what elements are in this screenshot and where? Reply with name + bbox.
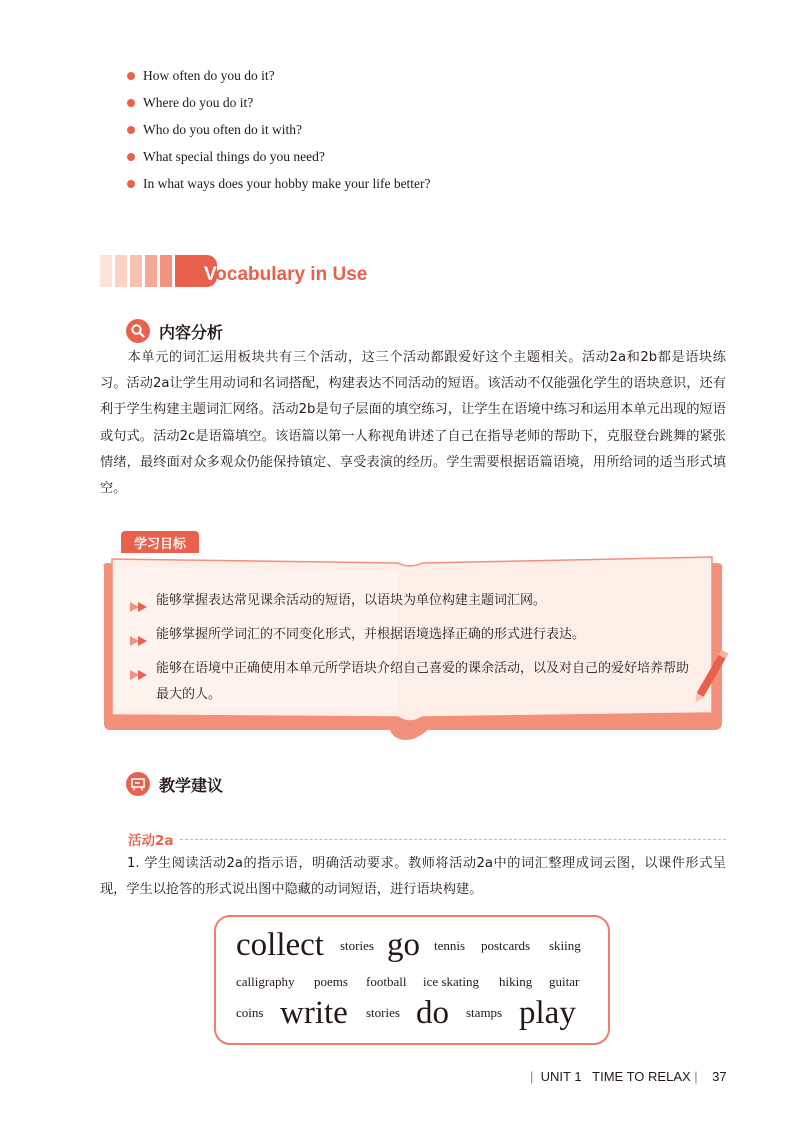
arrow-icon — [130, 588, 156, 622]
word-cloud-word: stamps — [466, 1005, 503, 1020]
word-cloud-word: stories — [366, 1005, 400, 1020]
word-cloud-word: calligraphy — [236, 974, 295, 989]
word-cloud-word: play — [519, 995, 576, 1031]
word-cloud — [214, 915, 610, 1045]
list-item: In what ways does your hobby make your life better? — [127, 170, 431, 197]
word-cloud-word: hiking — [499, 974, 533, 989]
word-cloud-word: stories — [340, 938, 374, 953]
banner-stripe — [130, 255, 142, 287]
activity-2a-label: 活动2a — [128, 829, 726, 849]
word-cloud-word: poems — [314, 974, 348, 989]
teaching-heading: 教学建议 — [126, 772, 223, 796]
word-cloud-word: go — [387, 927, 420, 963]
word-cloud-word: football — [366, 974, 407, 989]
list-item: Where do you do it? — [127, 89, 431, 116]
arrow-icon — [130, 656, 156, 708]
learning-goals-tag: 学习目标 — [121, 531, 199, 553]
page-footer: | UNIT 1 TIME TO RELAX | 37 — [530, 1069, 727, 1084]
footer-unit: UNIT 1 — [540, 1069, 582, 1084]
section-title: Vocabulary in Use — [204, 264, 368, 285]
word-cloud-word: coins — [236, 1005, 264, 1020]
list-item: 能够在语境中正确使用本单元所学语块介绍自己喜爱的课余活动，以及对自己的爱好培养帮助最大的人。 — [130, 656, 700, 708]
question-list — [127, 62, 431, 197]
list-item: 能够掌握所学词汇的不同变化形式，并根据语境选择正确的形式进行表达。 — [130, 622, 700, 656]
list-item: How often do you do it? — [127, 62, 431, 89]
bullet-dot — [127, 153, 135, 161]
dashed-divider — [180, 839, 726, 840]
footer-title: TIME TO RELAX — [592, 1069, 691, 1084]
section-banner — [100, 255, 420, 287]
arrow-icon — [130, 622, 156, 656]
banner-stripe — [145, 255, 157, 287]
word-cloud-word: write — [280, 995, 348, 1031]
teaching-paragraph: 1. 学生阅读活动2a的指示语，明确活动要求。教师将活动2a中的词汇整理成词云图，以课件形式呈现，学生以抢答的形式说出图中隐藏的动词短语，进行语块构建。 — [100, 856, 726, 898]
word-cloud-word: do — [416, 995, 449, 1031]
bullet-dot — [127, 126, 135, 134]
word-cloud-word: skiing — [549, 938, 581, 953]
word-cloud-word: postcards — [481, 938, 531, 953]
word-cloud-word: guitar — [549, 974, 580, 989]
learning-goals-list — [130, 588, 700, 708]
banner-stripe — [160, 255, 172, 287]
page-number: 37 — [712, 1069, 727, 1084]
list-item: What special things do you need? — [127, 143, 431, 170]
content-analysis-heading: 内容分析 — [126, 319, 223, 343]
banner-stripe — [115, 255, 127, 287]
magnifier-icon — [126, 319, 150, 343]
bullet-dot — [127, 180, 135, 188]
list-item: Who do you often do it with? — [127, 116, 431, 143]
word-cloud-word: tennis — [434, 938, 466, 953]
presentation-icon — [126, 772, 150, 796]
content-analysis-paragraph: 本单元的词汇运用板块共有三个活动，这三个活动都跟爱好这个主题相关。活动2a和2b都是语块练习。活动2a让学生用动词和名词搭配，构建表达不同活动的短语。该活动不仅能强化学生的语块意识，还有利于学生构建主题词汇网络。活动2b是句子层面的填空练习，让学生在语境中练习和运用本单元出现的短语或句式。活动2c是语篇填空。该语篇以第一人称视角讲述了自己在指导老师的帮助下，克服登台跳舞的紧张情绪，最终面对众多观众仍能保持镇定、享受表演的经历。学生需要根据语篇语境，用所给词的适当形式填空。 — [100, 350, 726, 497]
bullet-dot — [127, 72, 135, 80]
banner-stripe — [100, 255, 112, 287]
word-cloud-word: collect — [236, 927, 324, 963]
list-item: 能够掌握表达常见课余活动的短语，以语块为单位构建主题词汇网。 — [130, 588, 700, 622]
bullet-dot — [127, 99, 135, 107]
word-cloud-word: ice skating — [423, 974, 479, 989]
